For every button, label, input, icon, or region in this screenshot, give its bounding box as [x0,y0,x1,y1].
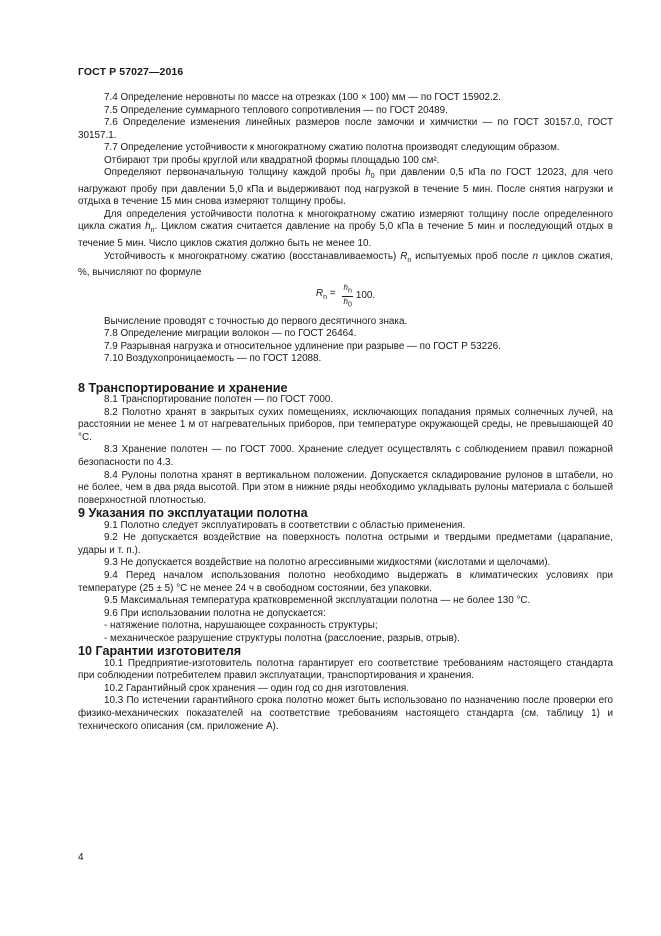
var-sub: 0 [370,173,375,181]
section-9-title: 9 Указания по эксплуатации полотна [78,506,308,521]
clause-7-8: 7.8 Определение миграции волокон — по ГОСТ 26464. [104,328,357,340]
var-r: R [400,250,408,262]
document-header: ГОСТ Р 57027—2016 [78,66,184,78]
formula-fraction [342,283,352,309]
fraction-numerator [342,283,352,297]
page-body [78,92,613,733]
clause-8-2: 8.2 Полотно хранят в закрытых сухих помещениях, исключающих попадания прямых солнечных лучей, на расстоянии не менее 1 м от нагревательных приборов, при температуре окружающей среды, не превышающей 40 °С. [78,406,613,443]
clause-10-3: 10.3 По истечении гарантийного срока полотно может быть использовано по назначению после проверки его физико-механических показателей на соответствие требованиям настоящего стандарта (см. таблицу 1) и технического описания (см. приложение А). [78,695,613,732]
cycle-paragraph [78,209,613,251]
section-8-title: 8 Транспортирование и хранение [78,380,288,395]
samples-paragraph: Отбирают три пробы круглой или квадратной формы площадью 100 см². [104,154,440,166]
initial-thickness-paragraph [78,167,613,209]
resist-text-a: Устойчивость к многократному сжатию (восстанавливаемость) [104,250,401,262]
clause-9-4: 9.4 Перед началом использования полотно необходимо выдержать в климатических условиях при температуре (25 ± 5) °С не менее 24 ч в свободном состоянии, без упаковки. [78,569,613,594]
clause-7-5: 7.5 Определение суммарного теплового сопротивления — по ГОСТ 20489. [104,104,448,116]
page-number: 4 [78,852,84,863]
num-sub: n [347,288,352,296]
clause-7-4: 7.4 Определение неровноты по массе на отрезках (100 × 100) мм — по ГОСТ 15902.2. [104,92,501,103]
clause-10-1: 10.1 Предприятие-изготовитель полотна гарантирует его соответствие требованиям настоящего стандарта при соблюдении потребителем правил эксплуатации, транспортирования и хранения. [78,657,613,682]
resist-text-c: циклов сжатия, %, вычисляют по формуле [78,250,614,279]
clause-8-3: 8.3 Хранение полотен — по ГОСТ 7000. Хранение следует осуществлять с соблюдением правил пожарной безопасности по 4.3. [78,444,613,469]
clause-10-2: 10.2 Гарантийный срок хранения — один год со дня изготовления. [104,682,410,694]
var-sub: n [150,227,155,235]
section-10-title: 10 Гарантии изготовителя [78,644,242,659]
thickness-text-b: при давлении 0,5 кПа по ГОСТ 12023, для чего нагружают пробу при давлении 5,0 кПа и выдерживают под нагрузкой в течение 5 мин. После снятия нагрузки и отдыха в течение 15 мин снова измеряют толщину пробы. [78,167,613,208]
formula-tail: 100. [355,290,376,302]
resistance-paragraph [78,251,613,280]
clause-9-3: 9.3 Не допускается воздействие на полотно агрессивными жидкостями (кислотами и щелочами). [104,557,551,569]
clause-7-10: 7.10 Воздухопроницаемость — по ГОСТ 12088. [104,353,322,365]
clause-9-6: 9.6 При использовании полотна не допускается: [104,607,326,619]
clause-9-2: 9.2 Не допускается воздействие на поверхность полотна острыми и твердыми предметами (царапание, удары и т. п.). [78,532,613,556]
var-h: h [365,167,371,179]
den-sub: 0 [347,301,352,309]
clause-9-1: 9.1 Полотно следует эксплуатировать в соответствии с областью применения. [104,519,466,531]
list-item: - механическое разрушение структуры полотна (расслоение, разрыв, отрыв). [104,632,460,644]
clause-8-4: 8.4 Рулоны полотна хранят в вертикальном положении. Допускается складирование рулонов в штабели, но не более, чем в два ряда высотой. При этом в нижние ряды необходимо укладывать рулоны материала с большей поверхностной плотностью. [78,469,613,506]
cycle-text-b: . Циклом сжатия считается давление на пробу 5,0 кПа в течение 5 мин и последующий отдых в течение 5 мин. Число циклов сжатия должно быть не менее 10. [78,221,613,249]
formula [78,284,613,310]
calc-paragraph: Вычисление проводят с точностью до первого десятичного знака. [104,315,408,327]
formula-var-r: R [315,288,324,300]
var-sub: n [407,256,412,264]
clause-7-6: 7.6 Определение изменения линейных размеров после замочки и химчистки — по ГОСТ 30157.0, ГОСТ 30157.1. [78,117,613,141]
cycle-text-a: Для определения устойчивости полотна к многократному сжатию измеряют толщину после определенного цикла сжатия [78,208,613,233]
formula-equals: = [326,288,336,300]
clause-9-5: 9.5 Максимальная температура кратковременной эксплуатации полотна — не более 130 °С. [104,595,531,607]
thickness-text-a: Определяют первоначальную толщину каждой пробы [104,167,366,179]
resist-text-b: испытуемых проб после [411,250,533,262]
var-h: h [145,221,151,233]
fraction-denominator [342,297,352,310]
formula-sub: n [323,294,327,302]
list-item: - натяжение полотна, нарушающее сохранность структуры; [104,620,378,632]
formula-lhs [316,288,336,305]
var-n: n [532,250,538,262]
den-var: h [343,297,348,307]
clause-8-1: 8.1 Транспортирование полотен — по ГОСТ 7000. [104,394,334,406]
num-var: h [343,283,348,293]
clause-7-7: 7.7 Определение устойчивости к многократному сжатию полотна производят следующим образом. [104,142,560,154]
clause-7-9: 7.9 Разрывная нагрузка и относительное удлинение при разрыве — по ГОСТ Р 53226. [104,340,501,352]
